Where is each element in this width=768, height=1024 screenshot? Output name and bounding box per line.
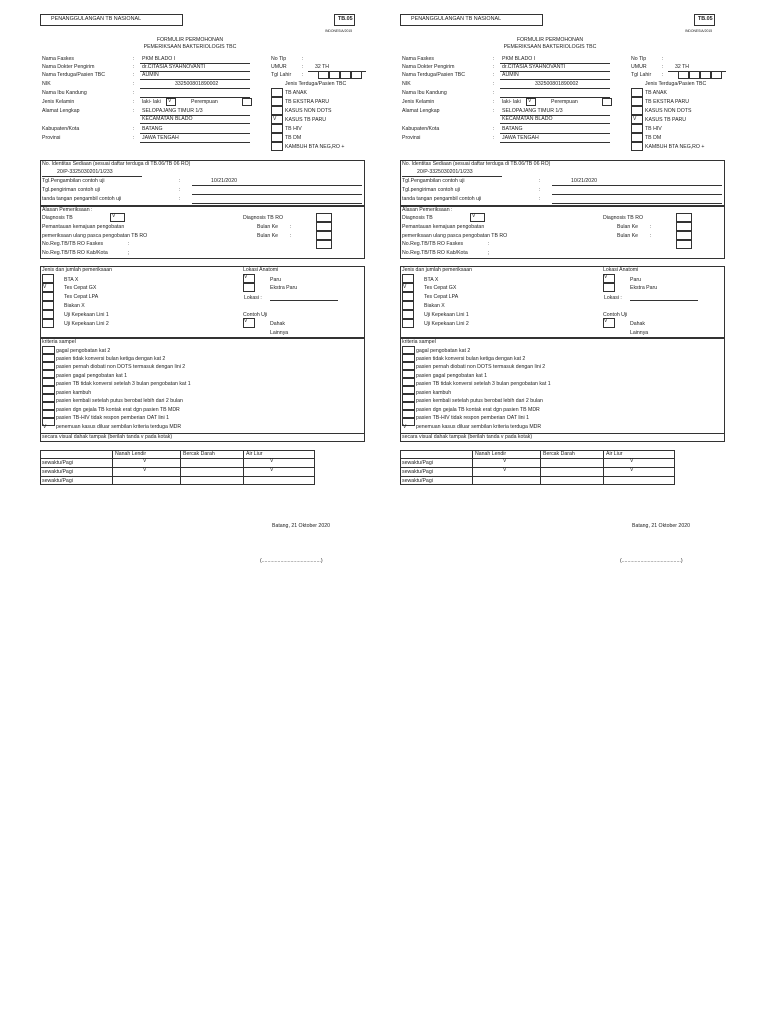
criteria-checkbox-4[interactable] <box>402 378 415 386</box>
kab-value: BATANG <box>502 126 523 132</box>
exam-lpa: Tes Cepat LPA <box>64 294 99 300</box>
prov-label: Provinsi <box>42 135 61 141</box>
pemantauan-label: Pemantauan kemajuan pengobatan <box>402 224 485 230</box>
cell-mark: V <box>143 467 147 473</box>
dokter-value: dr.CITASIA SYAHNOVANTI <box>502 64 566 70</box>
diagnosis-tb-label: Diagnosis TB <box>42 215 73 221</box>
tgl-lahir-box-4[interactable] <box>351 71 362 79</box>
type-checkbox-2[interactable] <box>271 106 283 115</box>
alamat-value-2: KECAMATAN BLADO <box>142 116 193 122</box>
sample-id-label: No. Identitas Sediaan (sesuai daftar terduga di TB.06/TB 06 RO) <box>402 161 551 167</box>
tlp-label: No Tlp <box>631 56 647 62</box>
reg-kab-label: No.Reg.TB/TB RO Kab/Kota <box>42 250 108 256</box>
colon: : <box>488 241 490 247</box>
colon: : <box>302 64 304 70</box>
reason-title: Alasan Pemeriksaan : <box>402 207 453 213</box>
form-code-sub: INDONESIA/2015 <box>685 29 713 33</box>
type-tb-anak: TB ANAK <box>285 90 307 96</box>
sample-id-value: 20/P-3325030201/1/233 <box>57 169 113 175</box>
ekstra-label: Ekstra Paru <box>630 285 658 291</box>
criteria-item-7: pasien dgn gejala TB kontak erat dgn pasien TB MDR <box>416 407 540 413</box>
type-checkbox-0[interactable] <box>271 88 283 97</box>
alamat-label: Alamat Lengkap <box>42 108 80 114</box>
exam-checkbox-4[interactable] <box>42 310 54 319</box>
tgl-lahir-label: Tgl Lahir <box>631 72 652 78</box>
tgl-lahir-box-2[interactable] <box>689 71 700 79</box>
ekstra-label: Ekstra Paru <box>270 285 298 291</box>
diagnosis-ro-checkbox[interactable] <box>316 213 332 222</box>
exam-gx: Tes Cepat GX <box>424 285 457 291</box>
type-tb-ekstra-paru: TB EKSTRA PARU <box>285 99 330 105</box>
sample-id-value: 20/P-3325030201/1/233 <box>417 169 473 175</box>
type-tb-dm: TB DM <box>645 135 662 141</box>
lainnya-label: Lainnya <box>270 330 289 336</box>
col-nanah-lendir: Nanah Lendir <box>115 451 147 457</box>
reg-kab-label: No.Reg.TB/TB RO Kab/Kota <box>402 250 468 256</box>
criteria-item-2: pasien pernah diobati non DOTS termasuk dengan lini 2 <box>56 364 186 370</box>
kab-label: Kabupaten/Kota <box>402 126 440 132</box>
criteria-item-9: penemuan kasus diluar sembilan kriteria terduga MDR <box>56 424 182 430</box>
criteria-item-4: pasien TB tidak konversi setelah 3 bulan pengobatan kat 1 <box>56 381 191 387</box>
prov-label: Provinsi <box>402 135 421 141</box>
diagnosis-ro-label: Diagnosis TB RO <box>603 215 643 221</box>
form-title-1: FORMULIR PERMOHONAN <box>516 37 584 43</box>
alamat-label: Alamat Lengkap <box>402 108 440 114</box>
semicolon: ; <box>488 250 490 256</box>
colon: : <box>179 187 181 193</box>
pasien-value: AUMIN <box>502 72 519 78</box>
colon: : <box>493 90 495 96</box>
type-tb-paru: KASUS TB PARU <box>285 117 327 123</box>
criteria-check-mark: V <box>43 424 47 430</box>
tgl-lahir-box-1[interactable] <box>678 71 689 79</box>
type-checkbox-5[interactable] <box>271 133 283 142</box>
criteria-item-5: pasien kambuh <box>416 390 452 396</box>
tgl-lahir-box-3[interactable] <box>700 71 711 79</box>
criteria-item-8: pasien TB-HIV tidak respon pemberian OAT lini 1 <box>56 415 170 421</box>
nik-label: NIK <box>42 81 51 87</box>
pasien-label: Nama Terduga/Pasien TBC <box>402 72 465 78</box>
reg-faskes-box[interactable] <box>316 240 332 249</box>
criteria-checkbox-2[interactable] <box>42 362 55 370</box>
exam-lini2: Uji Kepekaan Lini 2 <box>424 321 469 327</box>
form-right <box>400 0 730 600</box>
nik-value: 332500801890002 <box>175 81 219 87</box>
bulan-ke-label: Bulan Ke <box>617 224 639 230</box>
cell-mark: V <box>630 458 634 464</box>
colon: : <box>539 178 541 184</box>
ttd-label: tanda tangan pengambil contoh uji <box>42 196 122 202</box>
umur-label: UMUR <box>631 64 647 70</box>
reg-faskes-label: No.Reg.TB/TB RO Faskes <box>402 241 464 247</box>
tgl-lahir-box-3[interactable] <box>340 71 351 79</box>
colon: : <box>662 56 664 62</box>
colon: : <box>650 233 652 239</box>
umur-value: 32 TH <box>675 64 690 70</box>
prov-value: JAWA TENGAH <box>142 135 179 141</box>
colon: : <box>290 233 292 239</box>
colon: : <box>539 187 541 193</box>
criteria-item-6: pasien kembali setelah putus berobat lebih dari 2 bulan <box>416 398 543 404</box>
ulang-label: pemeriksaan ulang pasca pengobatan TB RO <box>42 233 148 239</box>
exam-lini1: Uji Kepekaan Lini 1 <box>424 312 469 318</box>
criteria-checkbox-6[interactable] <box>402 394 415 402</box>
exam-title: Jenis dan jumlah pemeriksaan <box>402 267 473 273</box>
type-check-mark: V <box>273 116 277 122</box>
colon: : <box>133 56 135 62</box>
cell-mark: V <box>503 467 507 473</box>
laki-label: laki- laki <box>502 99 521 105</box>
criteria-checkbox-7[interactable] <box>402 402 415 410</box>
ttd-label: tanda tangan pengambil contoh uji <box>402 196 482 202</box>
jk-label: Jenis Kelamin <box>42 99 75 105</box>
type-checkbox-2[interactable] <box>631 106 643 115</box>
pasien-value: AUMIN <box>142 72 159 78</box>
reg-faskes-box[interactable] <box>676 240 692 249</box>
criteria-item-7: pasien dgn gejala TB kontak erat dgn pasien TB MDR <box>56 407 180 413</box>
colon: : <box>179 196 181 202</box>
paru-check-mark: V <box>604 274 608 280</box>
place-date: Batang, 21 Oktober 2020 <box>632 523 690 529</box>
colon: : <box>133 64 135 70</box>
ibu-label: Nama Ibu Kandung <box>42 90 87 96</box>
exam-biakan: Biakan X <box>424 303 445 309</box>
exam-check-mark: V <box>403 284 407 290</box>
colon: : <box>133 90 135 96</box>
colon: : <box>493 99 495 105</box>
criteria-item-9: penemuan kasus diluar sembilan kriteria terduga MDR <box>416 424 542 430</box>
faskes-label: Nama Faskes <box>402 56 434 62</box>
col-air-liur: Air Liur <box>606 451 623 457</box>
paru-check-mark: V <box>244 274 248 280</box>
program-label: PENANGGULANGAN TB NASIONAL <box>411 16 502 22</box>
contoh-title: Contoh Uji <box>243 312 268 318</box>
criteria-title: kriteria sampel <box>402 339 436 345</box>
signature-line: (.........................................) <box>260 558 323 564</box>
dokter-label: Nama Dokter Pengirim <box>42 64 95 70</box>
type-non-dots: KASUS NON DOTS <box>285 108 332 114</box>
criteria-item-1: pasien tidak konversi bulan ketiga dengan kat 2 <box>416 356 526 362</box>
type-checkbox-0[interactable] <box>631 88 643 97</box>
colon: : <box>493 81 495 87</box>
col-air-liur: Air Liur <box>246 451 263 457</box>
col-nanah-lendir: Nanah Lendir <box>475 451 507 457</box>
ibu-label: Nama Ibu Kandung <box>402 90 447 96</box>
diagnosis-ro-checkbox[interactable] <box>676 213 692 222</box>
colon: : <box>493 72 495 78</box>
alamat-value-1: SELOPAJANG TIMUR 1/3 <box>502 108 563 114</box>
tgl-ambil-label: Tgl.Pengambilan contoh uji <box>42 178 105 184</box>
jenis-pasien-label: Jenis Terduga/Pasien TBC <box>285 81 347 87</box>
exam-checkbox-5[interactable] <box>42 319 54 328</box>
lokasi-label: Lokasi : <box>244 295 262 301</box>
dahak-check-mark: V <box>244 318 248 324</box>
type-checkbox-1[interactable] <box>271 97 283 106</box>
perempuan-checkbox[interactable] <box>242 98 252 106</box>
exam-checkbox-2[interactable] <box>42 292 54 301</box>
criteria-item-0: gagal pengobatan kat 2 <box>416 348 471 354</box>
cell-mark: V <box>503 458 507 464</box>
row-label-1: sewaktu/Pagi <box>42 460 73 466</box>
jenis-pasien-label: Jenis Terduga/Pasien TBC <box>645 81 707 87</box>
paru-label: Paru <box>270 277 281 283</box>
criteria-check-mark: V <box>403 424 407 430</box>
program-label: PENANGGULANGAN TB NASIONAL <box>51 16 142 22</box>
dokter-value: dr.CITASIA SYAHNOVANTI <box>142 64 206 70</box>
ekstra-checkbox[interactable] <box>243 283 255 292</box>
type-checkbox-6[interactable] <box>631 142 643 151</box>
reason-title: Alasan Pemeriksaan : <box>42 207 93 213</box>
tgl-kirim-label: Tgl.pengiriman contoh uji <box>42 187 100 193</box>
type-checkbox-1[interactable] <box>631 97 643 106</box>
criteria-checkbox-5[interactable] <box>402 386 415 394</box>
nik-label: NIK <box>402 81 411 87</box>
tgl-ambil-value: 10/21/2020 <box>211 178 237 184</box>
colon: : <box>493 64 495 70</box>
type-kambuh: KAMBUH BTA NEG,RO + <box>645 144 705 150</box>
pasien-label: Nama Terduga/Pasien TBC <box>42 72 105 78</box>
ekstra-checkbox[interactable] <box>603 283 615 292</box>
exam-checkbox-5[interactable] <box>402 319 414 328</box>
form-left <box>40 0 370 600</box>
exam-checkbox-0[interactable] <box>402 274 414 283</box>
tgl-ambil-value: 10/21/2020 <box>571 178 597 184</box>
exam-bta: BTA X <box>424 277 439 283</box>
laki-label: laki- laki <box>142 99 161 105</box>
colon: : <box>539 196 541 202</box>
laki-check-mark: V <box>528 98 532 104</box>
bulan-ke-box-1[interactable] <box>316 222 332 231</box>
criteria-checkbox-3[interactable] <box>42 370 55 378</box>
form-code-sub: INDONESIA/2015 <box>325 29 353 33</box>
tgl-lahir-box-2[interactable] <box>329 71 340 79</box>
semicolon: ; <box>128 250 130 256</box>
nik-value: 332500801890002 <box>535 81 579 87</box>
criteria-checkbox-2[interactable] <box>402 362 415 370</box>
colon: : <box>179 178 181 184</box>
tgl-ambil-label: Tgl.Pengambilan contoh uji <box>402 178 465 184</box>
tlp-label: No Tlp <box>271 56 287 62</box>
dokter-label: Nama Dokter Pengirim <box>402 64 455 70</box>
type-checkbox-4[interactable] <box>271 124 283 133</box>
exam-title: Jenis dan jumlah pemeriksaan <box>42 267 113 273</box>
colon: : <box>302 56 304 62</box>
faskes-value: PKM BLADO I <box>142 56 176 62</box>
criteria-item-0: gagal pengobatan kat 2 <box>56 348 111 354</box>
row-label-2: sewaktu/Pagi <box>42 469 73 475</box>
reg-faskes-label: No.Reg.TB/TB RO Faskes <box>42 241 104 247</box>
exam-lpa: Tes Cepat LPA <box>424 294 459 300</box>
colon: : <box>133 126 135 132</box>
colon: : <box>493 126 495 132</box>
tgl-lahir-label: Tgl Lahir <box>271 72 292 78</box>
criteria-title: kriteria sampel <box>42 339 76 345</box>
col-bercak-darah: Bercak Darah <box>183 451 215 457</box>
diagnosis-tb-check-mark: V <box>112 213 116 219</box>
colon: : <box>302 72 304 78</box>
criteria-checkbox-6[interactable] <box>42 394 55 402</box>
criteria-checkbox-7[interactable] <box>42 402 55 410</box>
exam-lini1: Uji Kepekaan Lini 1 <box>64 312 109 318</box>
form-title-1: FORMULIR PERMOHONAN <box>156 37 224 43</box>
criteria-checkbox-1[interactable] <box>402 354 415 362</box>
type-tb-ekstra-paru: TB EKSTRA PARU <box>645 99 690 105</box>
cell-mark: V <box>143 458 147 464</box>
type-check-mark: V <box>633 116 637 122</box>
prov-value: JAWA TENGAH <box>502 135 539 141</box>
laki-check-mark: V <box>168 98 172 104</box>
tgl-kirim-label: Tgl.pengiriman contoh uji <box>402 187 460 193</box>
contoh-title: Contoh Uji <box>603 312 628 318</box>
criteria-checkbox-8[interactable] <box>402 410 415 418</box>
exam-checkbox-4[interactable] <box>402 310 414 319</box>
perempuan-checkbox[interactable] <box>602 98 612 106</box>
criteria-checkbox-5[interactable] <box>42 386 55 394</box>
kab-label: Kabupaten/Kota <box>42 126 80 132</box>
criteria-checkbox-1[interactable] <box>42 354 55 362</box>
paru-label: Paru <box>630 277 641 283</box>
dahak-label: Dahak <box>630 321 645 327</box>
kab-value: BATANG <box>142 126 163 132</box>
criteria-item-2: pasien pernah diobati non DOTS termasuk dengan lini 2 <box>416 364 546 370</box>
perempuan-label: Perempuan <box>191 99 218 105</box>
type-tb-hiv: TB HIV <box>285 126 302 132</box>
colon: : <box>133 99 135 105</box>
colon: : <box>650 224 652 230</box>
bulan-ke-label: Bulan Ke <box>257 233 279 239</box>
exam-checkbox-3[interactable] <box>402 301 414 310</box>
type-checkbox-5[interactable] <box>631 133 643 142</box>
form-code: TB.05 <box>338 16 353 22</box>
col-bercak-darah: Bercak Darah <box>543 451 575 457</box>
criteria-item-5: pasien kambuh <box>56 390 92 396</box>
exam-check-mark: V <box>43 284 47 290</box>
visual-label: secara visual dahak tampak (berilah tanda v pada kotak) <box>402 434 533 440</box>
alamat-value-1: SELOPAJANG TIMUR 1/3 <box>142 108 203 114</box>
criteria-item-4: pasien TB tidak konversi setelah 3 bulan pengobatan kat 1 <box>416 381 551 387</box>
exam-biakan: Biakan X <box>64 303 85 309</box>
colon: : <box>290 224 292 230</box>
colon: : <box>133 72 135 78</box>
row-label-2: sewaktu/Pagi <box>402 469 433 475</box>
sample-id-label: No. Identitas Sediaan (sesuai daftar terduga di TB.06/TB 06 RO) <box>42 161 191 167</box>
type-tb-anak: TB ANAK <box>645 90 667 96</box>
diagnosis-tb-check-mark: V <box>472 213 476 219</box>
colon: : <box>662 64 664 70</box>
type-non-dots: KASUS NON DOTS <box>645 108 692 114</box>
type-tb-dm: TB DM <box>285 135 302 141</box>
form-title-2: PEMERIKSAAN BAKTERIOLOGIS TBC <box>503 44 597 50</box>
perempuan-label: Perempuan <box>551 99 578 105</box>
type-checkbox-6[interactable] <box>271 142 283 151</box>
cell-mark: V <box>270 458 274 464</box>
criteria-item-1: pasien tidak konversi bulan ketiga dengan kat 2 <box>56 356 166 362</box>
tgl-lahir-box-1[interactable] <box>318 71 329 79</box>
lainnya-label: Lainnya <box>630 330 649 336</box>
alamat-value-2: KECAMATAN BLADO <box>502 116 553 122</box>
exam-bta: BTA X <box>64 277 79 283</box>
dahak-check-mark: V <box>604 318 608 324</box>
lokasi-title: Lokasi Anatomi <box>603 267 639 273</box>
exam-checkbox-0[interactable] <box>42 274 54 283</box>
lokasi-title: Lokasi Anatomi <box>243 267 279 273</box>
bulan-ke-box-2[interactable] <box>316 231 332 240</box>
row-label-1: sewaktu/Pagi <box>402 460 433 466</box>
type-kambuh: KAMBUH BTA NEG,RO + <box>285 144 345 150</box>
jk-label: Jenis Kelamin <box>402 99 435 105</box>
colon: : <box>493 135 495 141</box>
umur-value: 32 TH <box>315 64 330 70</box>
criteria-item-8: pasien TB-HIV tidak respon pemberian OAT lini 1 <box>416 415 530 421</box>
colon: : <box>662 72 664 78</box>
lokasi-label: Lokasi : <box>604 295 622 301</box>
pemantauan-label: Pemantauan kemajuan pengobatan <box>42 224 125 230</box>
ulang-label: pemeriksaan ulang pasca pengobatan TB RO <box>402 233 508 239</box>
criteria-checkbox-0[interactable] <box>42 346 55 354</box>
bulan-ke-box-1[interactable] <box>676 222 692 231</box>
faskes-label: Nama Faskes <box>42 56 74 62</box>
bulan-ke-box-2[interactable] <box>676 231 692 240</box>
visual-label: secara visual dahak tampak (berilah tanda v pada kotak) <box>42 434 173 440</box>
criteria-checkbox-0[interactable] <box>402 346 415 354</box>
signature-line: (.........................................) <box>620 558 683 564</box>
colon: : <box>133 81 135 87</box>
type-tb-hiv: TB HIV <box>645 126 662 132</box>
faskes-value: PKM BLADO I <box>502 56 536 62</box>
criteria-checkbox-8[interactable] <box>42 410 55 418</box>
tgl-lahir-box-4[interactable] <box>711 71 722 79</box>
umur-label: UMUR <box>271 64 287 70</box>
form-code: TB.05 <box>698 16 713 22</box>
colon: : <box>133 108 135 114</box>
row-label-3: sewaktu/Pagi <box>42 478 73 484</box>
colon: : <box>493 56 495 62</box>
colon: : <box>128 241 130 247</box>
bulan-ke-label: Bulan Ke <box>257 224 279 230</box>
type-checkbox-4[interactable] <box>631 124 643 133</box>
exam-checkbox-3[interactable] <box>42 301 54 310</box>
bulan-ke-label: Bulan Ke <box>617 233 639 239</box>
criteria-item-3: pasien gagal pengobatan kat 1 <box>56 373 127 379</box>
row-label-3: sewaktu/Pagi <box>402 478 433 484</box>
colon: : <box>133 135 135 141</box>
exam-checkbox-2[interactable] <box>402 292 414 301</box>
cell-mark: V <box>270 467 274 473</box>
exam-lini2: Uji Kepekaan Lini 2 <box>64 321 109 327</box>
criteria-checkbox-3[interactable] <box>402 370 415 378</box>
colon: : <box>493 108 495 114</box>
criteria-item-6: pasien kembali setelah putus berobat lebih dari 2 bulan <box>56 398 183 404</box>
type-tb-paru: KASUS TB PARU <box>645 117 687 123</box>
criteria-item-3: pasien gagal pengobatan kat 1 <box>416 373 487 379</box>
place-date: Batang, 21 Oktober 2020 <box>272 523 330 529</box>
dahak-label: Dahak <box>270 321 285 327</box>
diagnosis-ro-label: Diagnosis TB RO <box>243 215 283 221</box>
form-title-2: PEMERIKSAAN BAKTERIOLOGIS TBC <box>143 44 237 50</box>
criteria-checkbox-4[interactable] <box>42 378 55 386</box>
cell-mark: V <box>630 467 634 473</box>
diagnosis-tb-label: Diagnosis TB <box>402 215 433 221</box>
exam-gx: Tes Cepat GX <box>64 285 97 291</box>
